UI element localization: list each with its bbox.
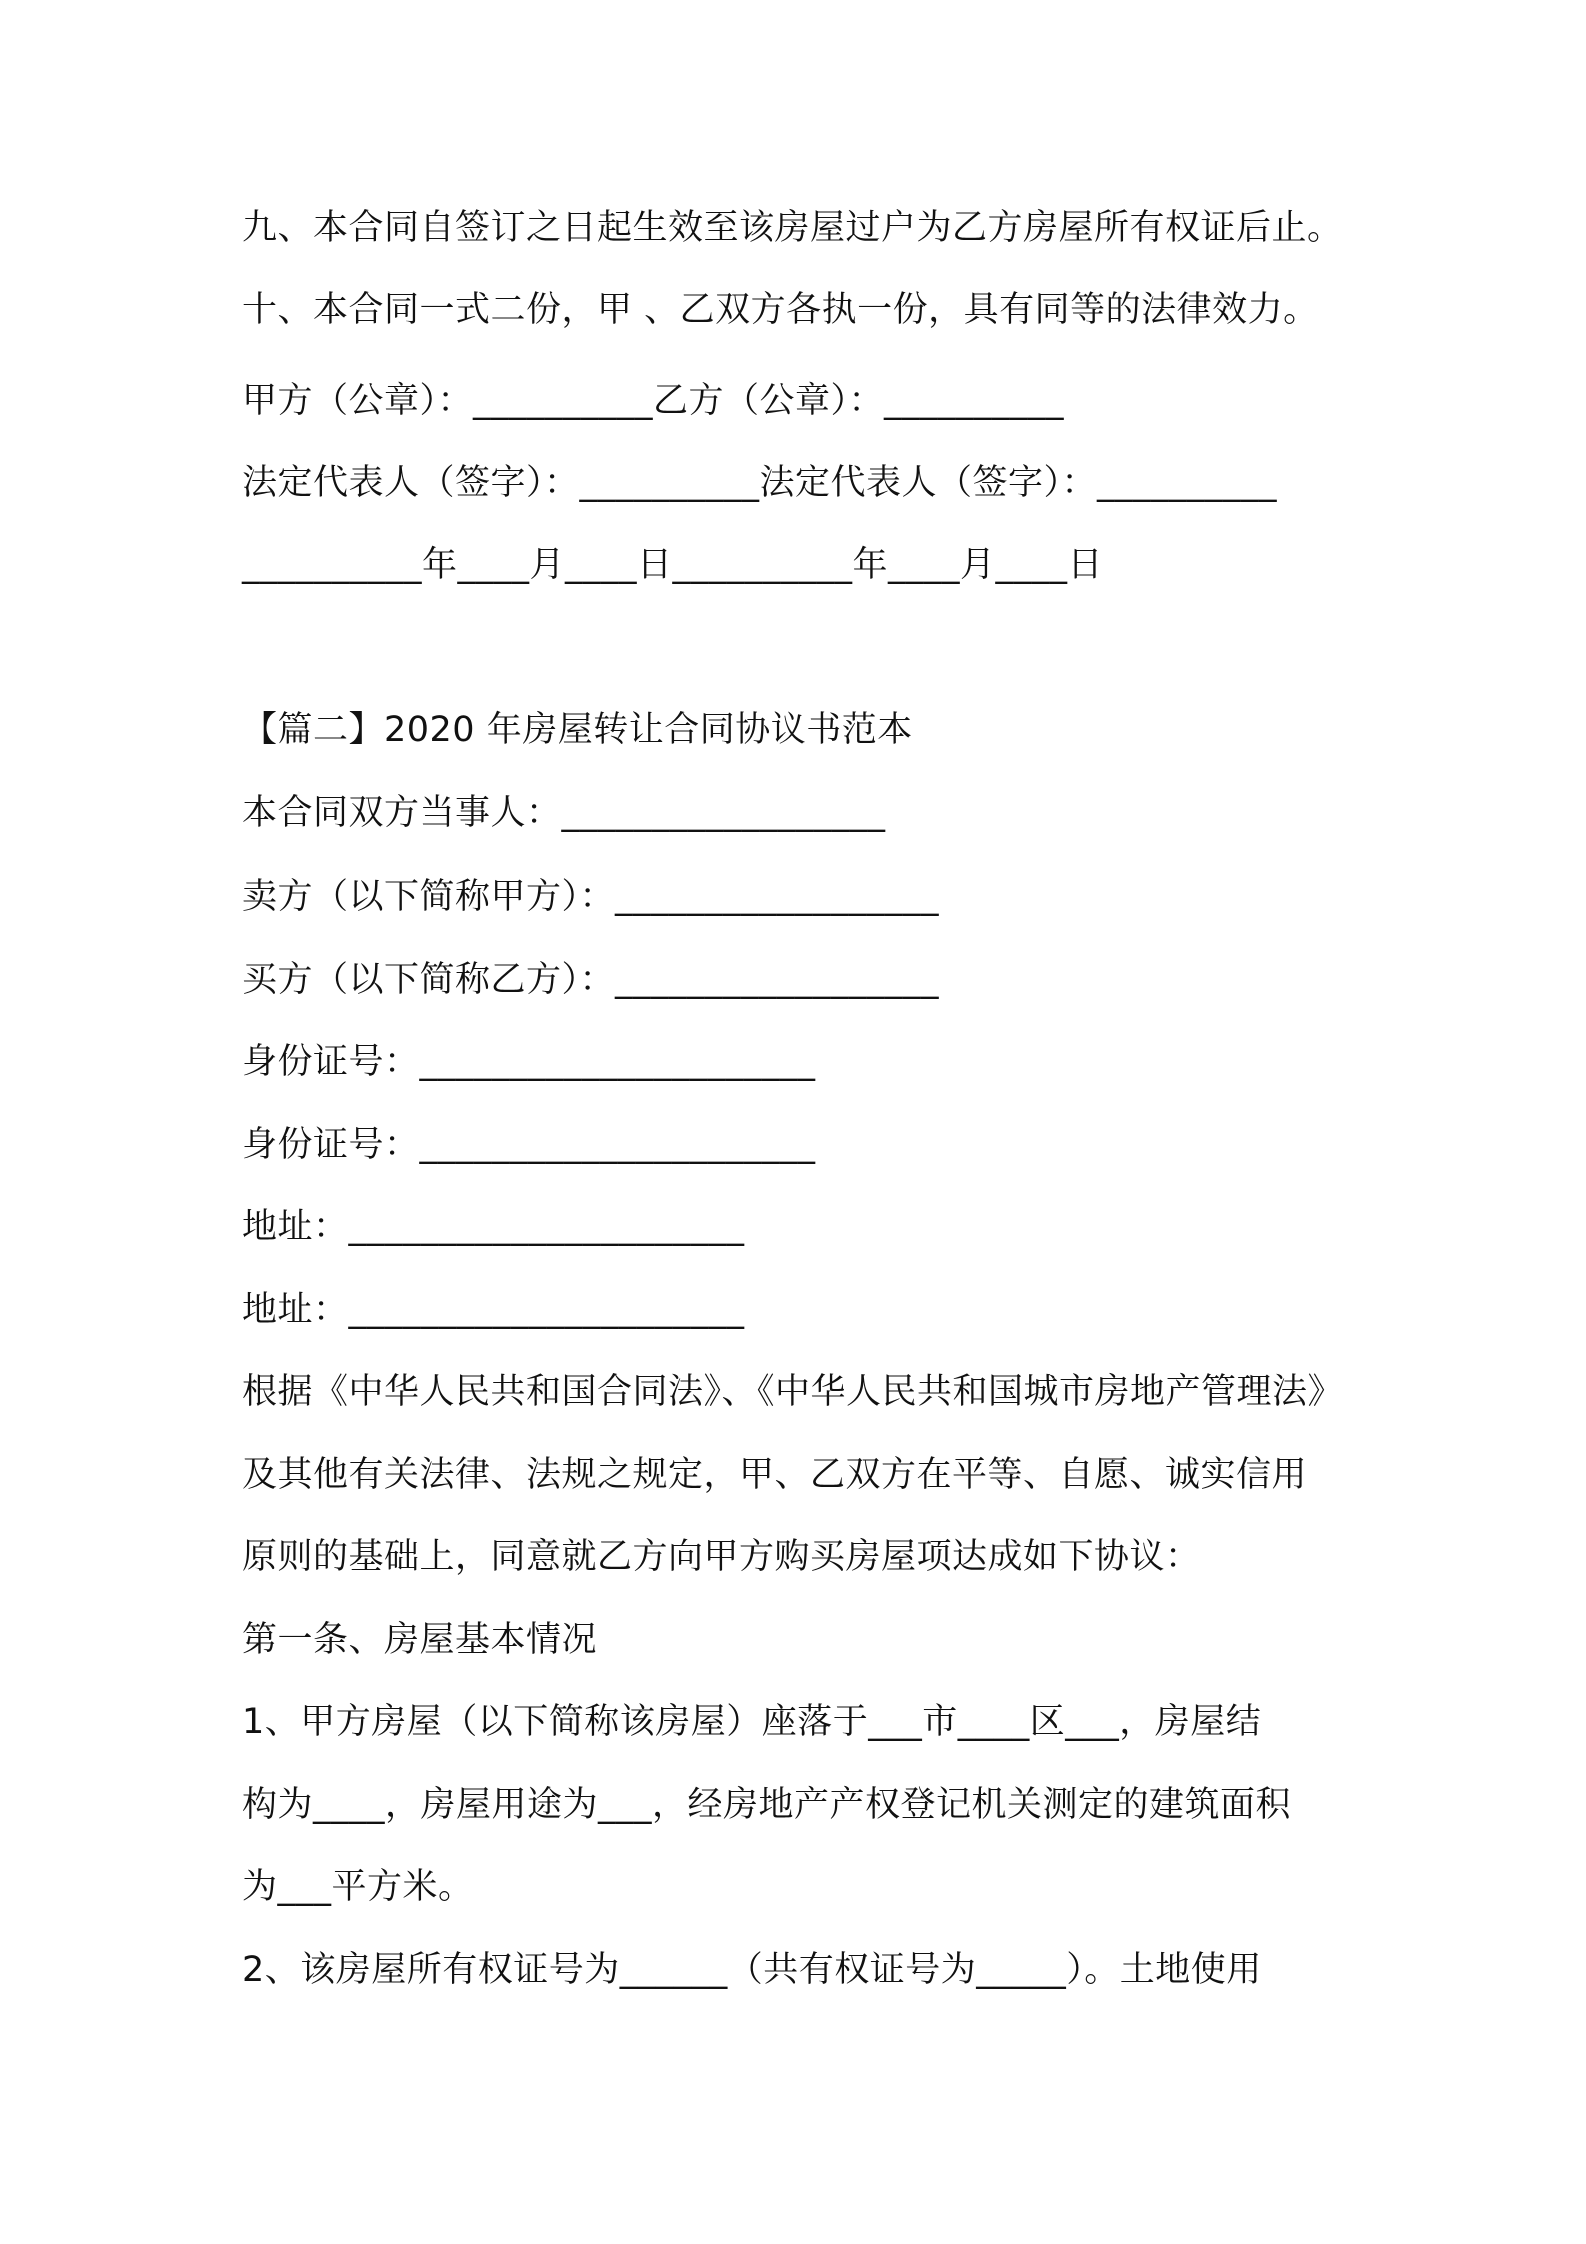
article-one-title: 第一条、房屋基本情况 [242,1620,598,1660]
legal-basis-line-1: 根据《中华人民共和国合同法》、《中华人民共和国城市房地产管理法》 [242,1372,1344,1412]
address-line-2: 地址：______________________ [242,1290,745,1330]
buyer-line: 买方（以下简称乙方）：__________________ [242,960,940,1000]
section-two-title: 【篇二】2020 年房屋转让合同协议书范本 [242,710,913,750]
id-number-line-2: 身份证号：______________________ [242,1125,816,1165]
ownership-certificate-line: 2、该房屋所有权证号为______（共有权证号为_____）。土地使用 [242,1950,1262,1990]
legal-basis-line-3: 原则的基础上，同意就乙方向甲方购买房屋项达成如下协议： [242,1537,1201,1577]
party-a-b-seal-line: 甲方（公章）：__________乙方（公章）：__________ [242,381,1065,421]
seller-line: 卖方（以下简称甲方）：__________________ [242,877,940,917]
id-number-line-1: 身份证号：______________________ [242,1042,816,1082]
date-line: __________年____月____日__________年____月____日 [242,545,1104,585]
legal-basis-line-2: 及其他有关法律、法规之规定，甲、乙双方在平等、自愿、诚实信用 [242,1455,1308,1495]
clause-ten: 十、本合同一式二份，甲 、乙双方各执一份，具有同等的法律效力。 [242,290,1319,330]
property-area-line: 为___平方米。 [242,1867,474,1907]
clause-nine: 九、本合同自签订之日起生效至该房屋过户为乙方房屋所有权证后止。 [242,208,1343,248]
property-location-line: 1、甲方房屋（以下简称该房屋）座落于___市____区___，房屋结 [242,1702,1262,1742]
legal-representative-signature-line: 法定代表人（签字）：__________法定代表人（签字）：__________ [242,463,1278,503]
address-line-1: 地址：______________________ [242,1207,745,1247]
contract-parties-line: 本合同双方当事人：__________________ [242,793,886,833]
property-structure-line: 构为____，房屋用途为___，经房地产产权登记机关测定的建筑面积 [242,1785,1292,1825]
